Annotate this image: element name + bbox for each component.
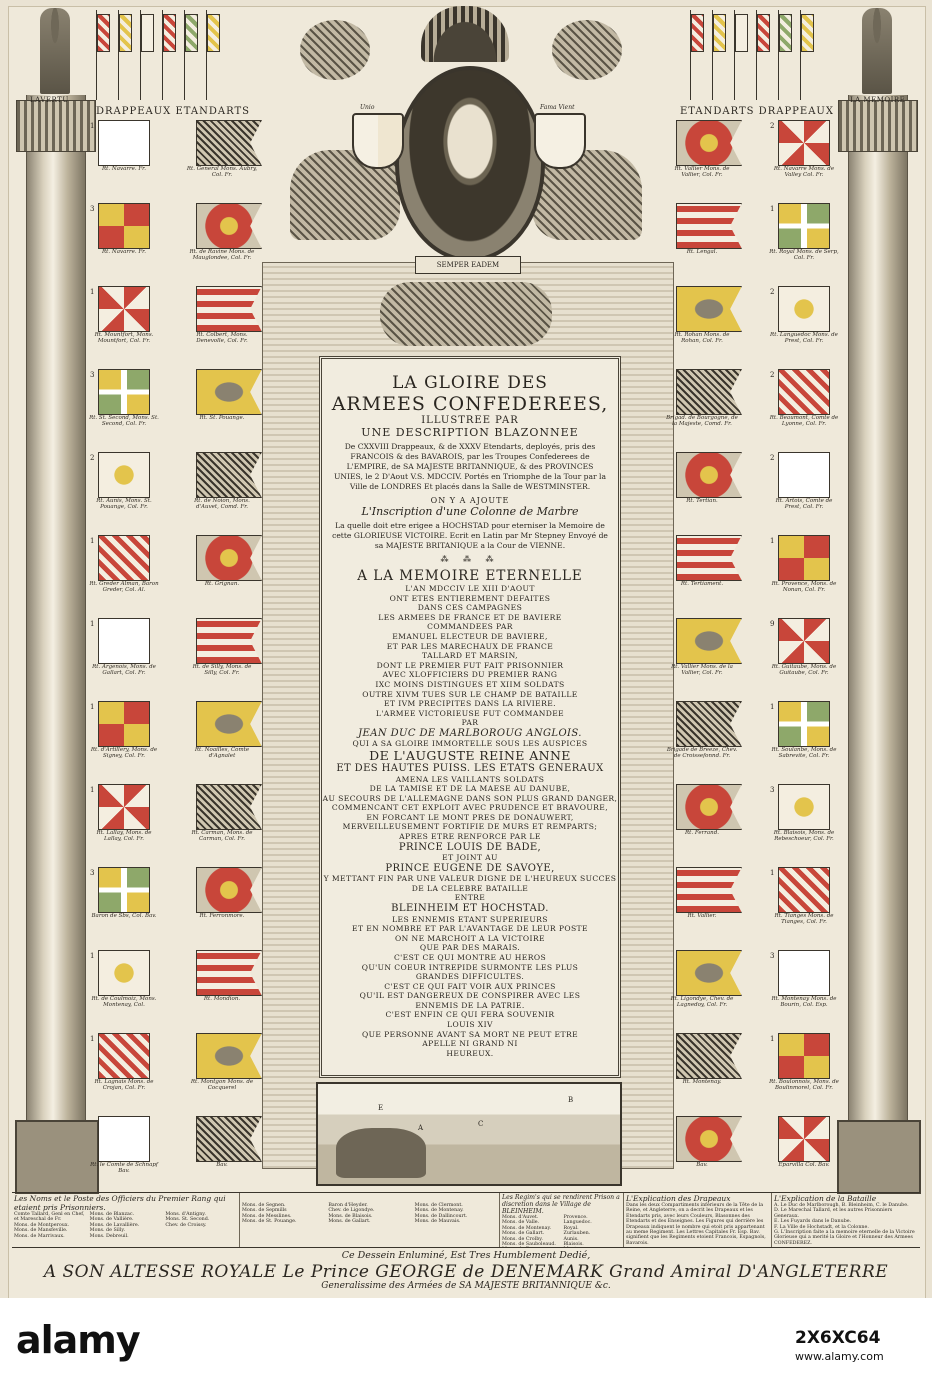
officer-entry: Mons. Debreuil. [89, 1233, 129, 1239]
memoire-line: LOUIS XIV [447, 1020, 493, 1030]
officer-entry: Mons. de Lavallière. [89, 1222, 140, 1228]
reine-line: DE L'AUGUSTE REINE ANNE [369, 748, 571, 763]
officer-entry: Mons. de Messlines. [242, 1213, 292, 1219]
memoire-lines-2 [322, 775, 618, 842]
memoire-line: COMMENCANT CET EXPLOIT AVEC PRUDENCE ET BRAVOURE, [331, 803, 609, 813]
right-etendart-caption: Brigad. de Bourgogne, de la Majeste, Comd. Fr. [666, 415, 738, 427]
memoire-heading: A LA MEMOIRE ETERNELLE [357, 568, 583, 584]
left-drapeau-count: 1 [90, 786, 95, 794]
title-description: De CXXVIII Drappeaux, & de XXXV Etendarts, deployés, pris des FRANCOIS & des BAVAROIS, par les Troupes Confederees de L'EMPIRE, de SA MAJESTE BRITANNIQUE, & des PROVINCES UNIES, le 2 D'Aout V.S. MDCCIV. Portés en Triomphe de la Tour par la Ville de LONDRES Et placés dans la Salle de WESTMINSTER. [333, 442, 607, 491]
top-pennant [801, 14, 814, 52]
battle-letter-e: E [378, 1104, 384, 1112]
memoire-line: ENTRE [454, 893, 486, 903]
memoire-line: APRES ETRE RENFORCE PAR LE [399, 832, 541, 842]
right-etendart-caption: Rt. Tertian. [686, 498, 718, 504]
left-etendart-caption: Rt. General Mons. Aubry, Col. Fr. [186, 166, 258, 178]
left-etendart-caption: Rt. Mondion. [203, 996, 241, 1002]
officer-entry: Mons. de St. Pouange. [242, 1219, 297, 1225]
right-drapeau-flag [778, 203, 830, 249]
right-drapeau-flag [778, 120, 830, 166]
left-etendart-caption: Rt. de Noion, Mons. d'Auvet, Comd. Fr. [194, 498, 250, 510]
officers-list-2 [242, 1203, 497, 1225]
officer-entry: Mons. de Vallière. [89, 1217, 134, 1223]
table-entry: Languedoc. [563, 1220, 592, 1226]
left-drapeau-flag [98, 286, 150, 332]
drapeaux-heading: L'Explication des Drapeaux [626, 1194, 731, 1203]
title-line2: ARMEES CONFEDEREES, [331, 393, 609, 415]
right-drapeau-flag [778, 369, 830, 415]
table-entry: Aunis. [563, 1236, 579, 1242]
dedication-line1: Ce Dessein Enluminé, Est Tres Humblement Dedié, [341, 1250, 591, 1261]
blenheim-line: BLEINHEIM ET HOCHSTAD. [391, 903, 549, 915]
left-drapeau-caption: Rt. Aunis, Mons. St. Pouange, Col. Fr. [96, 498, 152, 510]
inscription-line: L'Inscription d'une Colonne de Marbre [361, 505, 579, 518]
officer-entry: Comte Tallard, Genl en Chef, et Mareschal de Fr. [14, 1212, 85, 1223]
left-drapeau-flag [98, 452, 150, 498]
queen-anne-portrait [395, 66, 545, 262]
table-entry: Blaisois. [563, 1242, 584, 1247]
qui-line: QUI A SA GLOIRE IMMORTELLE SOUS LES AUSPICES [352, 739, 588, 749]
left-etendart-caption: Rt. Grignan. [204, 581, 240, 587]
left-drapeau-caption: Baron de Sbs, Col. Bav. [91, 913, 157, 919]
left-etendart-caption: Rt. de Silly, Mons. de Silly, Col. Fr. [192, 664, 252, 676]
memoire-line: L'AN MDCCIV LE XIII D'AOUT [405, 584, 535, 593]
memoire-line: OUTRE XIVM TUES SUR LE CHAMP DE BATAILLE [362, 689, 578, 699]
left-drapeau-caption: Rt. Navarre. Fr. [102, 166, 146, 172]
memoire-lines-1 [322, 584, 618, 728]
right-header: ETANDARTS DRAPPEAUX [680, 106, 834, 117]
officer-entry: Mons. St. Second. [165, 1217, 210, 1223]
left-drapeau-caption: Rt. Lallay, Mons. de Lallay, Col. Fr. [96, 830, 152, 842]
regiments-list [502, 1215, 621, 1247]
left-etendart-caption: Rt. Colbert, Mons. Denevolle, Col. Fr. [196, 332, 248, 344]
table-entry: Mons. de Crolby. [502, 1236, 543, 1242]
memoire-line: L'ARMEE VICTORIEUSE FUT COMMANDEE [375, 708, 565, 718]
left-drapeau-count: 3 [90, 205, 95, 213]
right-drapeau-count: 9 [770, 620, 775, 628]
right-drapeau-caption: Rt. Provence, Mons. de Nonan, Col. Fr. [771, 581, 837, 593]
left-drapeau-flag [98, 618, 150, 664]
memoire-line: LES ENNEMIS ETANT SUPERIEURS [392, 914, 548, 924]
memoire-lines-3 [322, 874, 618, 903]
left-drapeau-flag [98, 369, 150, 415]
left-column [26, 95, 86, 1180]
officers-column [12, 1193, 240, 1247]
left-drapeau-caption: Rt. St. Second, Mons. St. Second, Col. Fr. [89, 415, 159, 427]
right-drapeau-count: 2 [770, 371, 775, 379]
right-drapeau-count: 1 [770, 703, 775, 711]
officer-entry: Mons. de Clermont. [414, 1203, 463, 1208]
right-drapeau-flag [778, 1116, 830, 1162]
right-etendart-caption: Bav. [696, 1162, 708, 1168]
memoire-line: ET IVM PRECIPITES DANS LA RIVIERE. [383, 699, 556, 709]
royal-cipher [380, 282, 552, 346]
right-drapeau-caption: Rt. Navarre Mons. de Valley Col. Fr. [773, 166, 835, 178]
bade-line: PRINCE LOUIS DE BADE, [398, 841, 542, 853]
memoire-line: ET PAR LES MARECHAUX DE FRANCE [386, 641, 554, 651]
column-description: La quelle doit etre erigee a HOCHSTAD pour eterniser la Memoire de cette GLORIEUSE VICTOIRE. Ecrit en Latin par Mr Stepney Envoyé de sa MAJESTE BRITANIQUE a la Cour de VIENNE. [332, 521, 608, 550]
virtue-statue [40, 8, 70, 94]
dedication-line2: A SON ALTESSE ROYALE Le Prince GEORGE de DENEMARK Grand Amiral D'ANGLETERRE [43, 1262, 889, 1282]
title-line3: ILLUSTREE PAR [421, 415, 519, 426]
right-cherub-icon [552, 20, 622, 80]
left-drapeau-flag [98, 701, 150, 747]
fama-shield-icon [534, 113, 586, 169]
memoire-line: ON NE MARCHOIT A LA VICTOIRE [395, 933, 545, 943]
top-pennant [713, 14, 726, 52]
right-column-base [837, 1120, 921, 1194]
memoire-line: MERVEILLEUSEMENT FORTIFIE DE MURS ET REMPARTS; [342, 822, 598, 832]
ajoute-line: ON Y A AJOUTE [430, 496, 510, 505]
top-pennant [691, 14, 704, 52]
battle-scene [316, 1082, 622, 1186]
battle-letter-c: C [478, 1120, 484, 1128]
left-drapeau-flag [98, 950, 150, 996]
officer-entry: Mons. de Mauvais. [414, 1219, 461, 1225]
right-etendart-caption: Rt. Vallier Mons. de Vallier, Col. Fr. [674, 166, 730, 178]
title-line4: UNE DESCRIPTION BLAZONNEE [361, 426, 579, 439]
left-etendart-caption: Bav. [216, 1162, 228, 1168]
right-column [848, 95, 908, 1180]
table-entry: Mons. d'Auvet. [502, 1215, 539, 1220]
left-drapeau-flag [98, 203, 150, 249]
left-etendart-caption: Rt. Noailles, Comte d'Agnalet [194, 747, 250, 759]
table-entry: Mons. de Sauboleaud. [502, 1242, 556, 1247]
left-drapeau-caption: Rt. Navarre. Fr. [102, 249, 146, 255]
left-column-base [15, 1120, 99, 1194]
memoire-line: PAR [461, 718, 479, 728]
officers-heading: Les Noms et le Poste des Officiers du Premier Rang qui etaient pris Prisonniers. [14, 1194, 226, 1212]
title-panel [319, 356, 621, 1078]
memoire-line: AMENA LES VAILLANTS SOLDATS [395, 774, 545, 784]
officer-entry: Mons. de Dallincourt. [414, 1213, 468, 1219]
left-drapeau-count: 1 [90, 620, 95, 628]
table-entry: Mons. de Montenay. [502, 1225, 552, 1231]
officer-entry: Mons. de Gallart. [328, 1219, 371, 1225]
table-entry: Mons. de Gallart. [502, 1231, 545, 1237]
unio-shield-icon [352, 113, 404, 169]
left-pillar-label: LAVERTU [30, 96, 69, 104]
right-pillar-label: LA MEMOIRE [850, 96, 906, 104]
memoire-line: Y METTANT FIN PAR UNE VALEUR DIGNE DE L'HEUREUX SUCCES [323, 874, 617, 884]
right-etendart-caption: Rt. Vallier. [687, 913, 717, 919]
left-drapeau-count: 1 [90, 952, 95, 960]
left-drapeau-caption: Rt. de Coulmoiz, Mons. Montenay, Col. [91, 996, 157, 1008]
star-divider: ⁂ ⁂ ⁂ [440, 555, 500, 564]
officer-entry: Mons. de Segnen. [242, 1203, 286, 1208]
memoire-line: C'EST CE QUI FAIT VOIR AUX PRINCES [384, 981, 556, 991]
right-drapeau-count: 1 [770, 205, 775, 213]
image-id: 2X6XC64 [795, 1328, 881, 1348]
left-drapeau-count: 3 [90, 869, 95, 877]
memoire-line: EMANUEL ELECTEUR DE BAVIERE, [392, 631, 548, 641]
right-drapeau-flag [778, 535, 830, 581]
memoire-line: DONT LE PREMIER FUT FAIT PRISONNIER [376, 660, 564, 670]
right-drapeau-caption: Rt. Tianges Mons. de Tianges, Col. Fr. [774, 913, 834, 925]
left-drapeau-count: 1 [90, 537, 95, 545]
left-drapeau-flag [98, 867, 150, 913]
memoire-line: ENNEMIS DE LA PATRIE. [415, 1000, 525, 1010]
memoire-line: EN FORCANT LE MONT PRES DE DONAUWERT, [366, 812, 574, 822]
right-etendart-caption: Rt. Ligondye, Chev. de Lagnedoy, Col. Fr. [670, 996, 734, 1008]
right-drapeau-flag [778, 618, 830, 664]
bataille-heading: L'Explication de la Bataille [774, 1194, 877, 1203]
left-drapeau-caption: Rt. Lagnais Mons. de Crojan, Col. Fr. [94, 1079, 154, 1091]
right-drapeau-count: 1 [770, 1035, 775, 1043]
duc-line: JEAN DUC DE MARLBOROUG ANGLOIS. [358, 727, 582, 739]
memory-statue [862, 8, 892, 94]
left-drapeau-flag [98, 784, 150, 830]
top-pennant [779, 14, 792, 52]
dedication-line3: Generalissime des Armées de SA MAJESTE BRITANNIQUE &c. [321, 1281, 611, 1291]
memoire-line: ONT ETES ENTIEREMENT DEFAITES [389, 593, 551, 603]
right-drapeau-caption: Rt. Guitaube, Mons. de Guitaube, Col. Fr. [771, 664, 837, 676]
right-drapeau-caption: Rt. Blaisois, Mons. de Rebeschoeur, Col. Fr. [773, 830, 835, 842]
table-entry: Provence. [563, 1215, 588, 1220]
right-column-capital [838, 100, 918, 152]
left-drapeau-caption: Rt. le Comte de Schnapf Bav. [90, 1162, 158, 1174]
memoire-line: AU SECOURS DE L'ALLEMAGNE DANS SON PLUS GRAND DANGER, [322, 793, 618, 803]
right-drapeau-caption: Rt. Montenay Mons. de Bourin, Col. Esp. [771, 996, 837, 1008]
table-entry: Zurlauben. [563, 1231, 591, 1237]
top-pennant [97, 14, 110, 52]
right-drapeau-count: 3 [770, 952, 775, 960]
memoire-line: ET EN NOMBRE ET PAR L'AVANTAGE DE LEUR POSTE [352, 924, 588, 934]
right-drapeau-count: 2 [770, 288, 775, 296]
memoire-line: C'EST ENFIN CE QUI FERA SOUVENIR [385, 1010, 555, 1020]
right-drapeau-caption: Rt. Artois, Comte de Prest, Col. Fr. [775, 498, 833, 510]
right-etendart-caption: Rt. Tertiament. [680, 581, 724, 587]
left-etendart-caption: Rt. St. Pouange. [199, 415, 245, 421]
left-drapeau-caption: Rt. d'Artillery, Mons. de Signey, Col. Fr. [90, 747, 158, 759]
right-drapeau-flag [778, 286, 830, 332]
left-etendart-caption: Rt. Ferronmore. [199, 913, 245, 919]
right-drapeau-count: 1 [770, 537, 775, 545]
bataille-column [772, 1193, 920, 1247]
right-drapeau-caption: Rt. Languedoc Mons. de Prest, Col. Fr. [770, 332, 838, 344]
table-entry: E. Les Fuyards dans le Danube. [774, 1219, 852, 1225]
watermark-url: www.alamy.com [795, 1350, 884, 1363]
table-entry: A. Le Duc de Marlborough, B. Bleinheim, C. le Danube. [774, 1203, 909, 1208]
memoire-lines-4 [322, 915, 618, 1059]
officers-list [14, 1212, 237, 1239]
motto-banner: SEMPER EADEM [415, 256, 521, 274]
officer-entry: Chev. de Croissy. [165, 1222, 207, 1228]
right-drapeau-flag [778, 452, 830, 498]
left-drapeau-flag [98, 1033, 150, 1079]
right-drapeau-caption: Rt. Royal Mons. de Serp, Col. Fr. [769, 249, 839, 261]
memoire-line: LES ARMEES DE FRANCE ET DE BAVIERE [378, 612, 562, 622]
officer-entry: Chev. de Ligondye. [328, 1208, 375, 1214]
memoire-line: QUE PAR DES MARAIS. [419, 943, 521, 953]
right-drapeau-flag [778, 701, 830, 747]
regiments-column [500, 1193, 624, 1247]
officer-entry: Mons. de Mansfeville. [14, 1228, 68, 1234]
left-header: DRAPPEAUX ETANDARTS [96, 106, 250, 117]
top-pennant [757, 14, 770, 52]
left-drapeau-count: 1 [90, 122, 95, 130]
table-entry: Royal. [563, 1225, 579, 1231]
right-etendart-caption: Brigade de Breeze, Chev. de Croissefonnd. Fr. [666, 747, 738, 759]
left-drapeau-caption: Rt. Greder Alman, Baron Greder, Col. Al. [89, 581, 159, 593]
table-entry: Mons. de Valle. [502, 1220, 540, 1226]
officer-entry: Mons. de Marrivaux. [14, 1233, 65, 1239]
left-cherub-icon [300, 20, 370, 80]
right-drapeau-flag [778, 784, 830, 830]
officer-entry: Mons. de Montenay. [414, 1208, 464, 1214]
right-drapeau-caption: Rt. Boulonnois, Mons. de Boulinmorel, Col. Fr. [769, 1079, 839, 1091]
right-drapeau-count: 1 [770, 869, 775, 877]
right-etendart-caption: Rt. Montenay. [682, 1079, 722, 1085]
memoire-line: C'EST CE QUI MONTRE AU HEROS [393, 952, 547, 962]
left-drapeau-caption: Rt. Mountfort, Mons. Mountfort, Col. Fr. [94, 332, 154, 344]
left-etendart-caption: Rt. Carman, Mons. de Carman, Col. Fr. [191, 830, 253, 842]
right-drapeau-flag [778, 950, 830, 996]
officers-column-2 [240, 1193, 500, 1247]
top-pennant [119, 14, 132, 52]
eugene-line: PRINCE EUGENE DE SAVOYE, [385, 862, 555, 874]
battle-letter-a: A [418, 1124, 424, 1132]
top-pennant [735, 14, 748, 52]
top-pennant [207, 14, 220, 52]
right-drapeau-caption: Eparvilla Col. Bav. [778, 1162, 830, 1168]
memoire-line: TALLARD ET MARSIN, [422, 651, 518, 661]
table-entry: F. La Ville de Hochstadt, et la Colonne. [774, 1224, 869, 1230]
memoire-line: COMMANDEES PAR [427, 622, 513, 632]
officer-entry: Mons. de Blanzac. [89, 1212, 135, 1217]
left-drapeau-count: 2 [90, 454, 95, 462]
right-etendart-caption: Rt. Rohan Mons. de Rohan, Col. Fr. [674, 332, 730, 344]
top-pennant [163, 14, 176, 52]
right-drapeau-count: 2 [770, 122, 775, 130]
officer-entry: Mons. d'Antigny. [165, 1212, 206, 1217]
title-line1: LA GLOIRE DES [392, 373, 548, 393]
memoire-line: APELLE NI GRAND NI [422, 1039, 518, 1049]
memoire-line: QU'IL EST DANGEREUX DE CONSPIRER AVEC LES [359, 991, 581, 1001]
right-drapeau-flag [778, 867, 830, 913]
left-drapeau-flag [98, 1116, 150, 1162]
unio-label: Unio [360, 104, 375, 111]
fama-label: Fama Vient [540, 104, 575, 111]
officer-entry: Mons. de Blaisois. [328, 1213, 373, 1219]
top-pennant [185, 14, 198, 52]
officer-entry: Mons. de Silly. [89, 1228, 125, 1234]
battle-letter-b: B [568, 1096, 574, 1104]
right-etendart-caption: Rt. Ferrand. [685, 830, 719, 836]
memoire-line: DE LA TAMISE ET DE LA MAESE AU DANUBE, [369, 784, 571, 794]
memoire-line: HEUREUX. [446, 1048, 494, 1058]
table-entry: D. Le Marechal Tallard, et les autres Prisonniers Generaux. [774, 1208, 893, 1219]
memoire-line: AVEC XLOFFICIERS DU PREMIER RANG [382, 670, 558, 680]
top-pennant [141, 14, 154, 52]
left-drapeau-count: 3 [90, 371, 95, 379]
left-drapeau-caption: Rt. Argenois, Mons. de Gallart, Col. Fr. [92, 664, 156, 676]
memoire-line: QUE PERSONNE AVANT SA MORT NE PEUT ETRE [361, 1029, 579, 1039]
left-column-capital [16, 100, 96, 152]
drapeaux-column [624, 1193, 772, 1247]
left-etendart-caption: Rt. de Ravine Mons. de Mauglondee, Col. Fr. [189, 249, 255, 261]
right-drapeau-count: 2 [770, 454, 775, 462]
right-etendart-caption: Rt. Lengal. [686, 249, 718, 255]
right-drapeau-caption: Rt. Soulanbe, Mons. de Sabrevite, Col. Fr. [771, 747, 837, 759]
drapeaux-text: Dans les deux Compartiments inferieurs de la Tête de la Reine, et Angleterre, on a decrit les Drapeaux et les Etendarts pris, avec leurs Couleurs, Blasonnes des Etendarts et des Enseignes. Les Figures qui derrière les Drapeaux indiquent le nombre qui etoit pris appartenant au meme Regiment. Les Lettres Capitales Fr. Esp. Bav. signifient que les Regiments etoient Francois, Espagnols, Bavarois. [626, 1203, 766, 1246]
left-drapeau-count: 1 [90, 703, 95, 711]
officer-entry: Mons. de Sepmills [242, 1208, 287, 1214]
bataille-list [774, 1203, 918, 1246]
memoire-line: GRANDES DIFFICULTES. [415, 972, 525, 982]
memoire-line: QU'UN COEUR INTREPIDE SURMONTE LES PLUS [361, 962, 579, 972]
left-drapeau-flag [98, 535, 150, 581]
hautes-line: ET DES HAUTES PUISS. LES ETATS GENERAUX [336, 763, 604, 774]
right-etendart-caption: Rt. Vallier Mons. de la Vallier, Col. Fr. [671, 664, 733, 676]
memoire-line: DE LA CELEBRE BATAILLE [411, 883, 529, 893]
officer-entry: Mons. de Montperoux. [14, 1222, 70, 1228]
memoire-line: IXC MOINS DISTINGUES ET XIIM SOLDATS [375, 679, 565, 689]
alamy-logo: alamy [16, 1318, 140, 1362]
right-drapeau-flag [778, 1033, 830, 1079]
left-etendart-caption: Rt. Montgon Mons. de Cocquerel [190, 1079, 254, 1091]
left-drapeau-flag [98, 120, 150, 166]
memoire-line: DANS CES CAMPAGNES [417, 603, 523, 613]
left-drapeau-count: 1 [90, 1035, 95, 1043]
cavalry-group-icon [336, 1128, 426, 1178]
regiments-heading: Les Regim's qui se rendirent Prison a discretion dans le Village de BLEINHEIM. [502, 1194, 620, 1215]
officer-entry: Baron d'Heyder. [328, 1203, 368, 1208]
right-drapeau-caption: Rt. Beaumont, Comte de Lyonne, Col. Fr. [769, 415, 839, 427]
left-drapeau-count: 1 [90, 288, 95, 296]
explanation-table [12, 1192, 920, 1248]
joint-line: ET JOINT AU [442, 853, 498, 863]
table-entry: G. L'Inscription faite a la memoire eternelle de la Victoire Glorieuse qui a merité la Gloire et l'Honneur des Armees CONFEDEREZ. [774, 1230, 915, 1246]
right-drapeau-count: 3 [770, 786, 775, 794]
